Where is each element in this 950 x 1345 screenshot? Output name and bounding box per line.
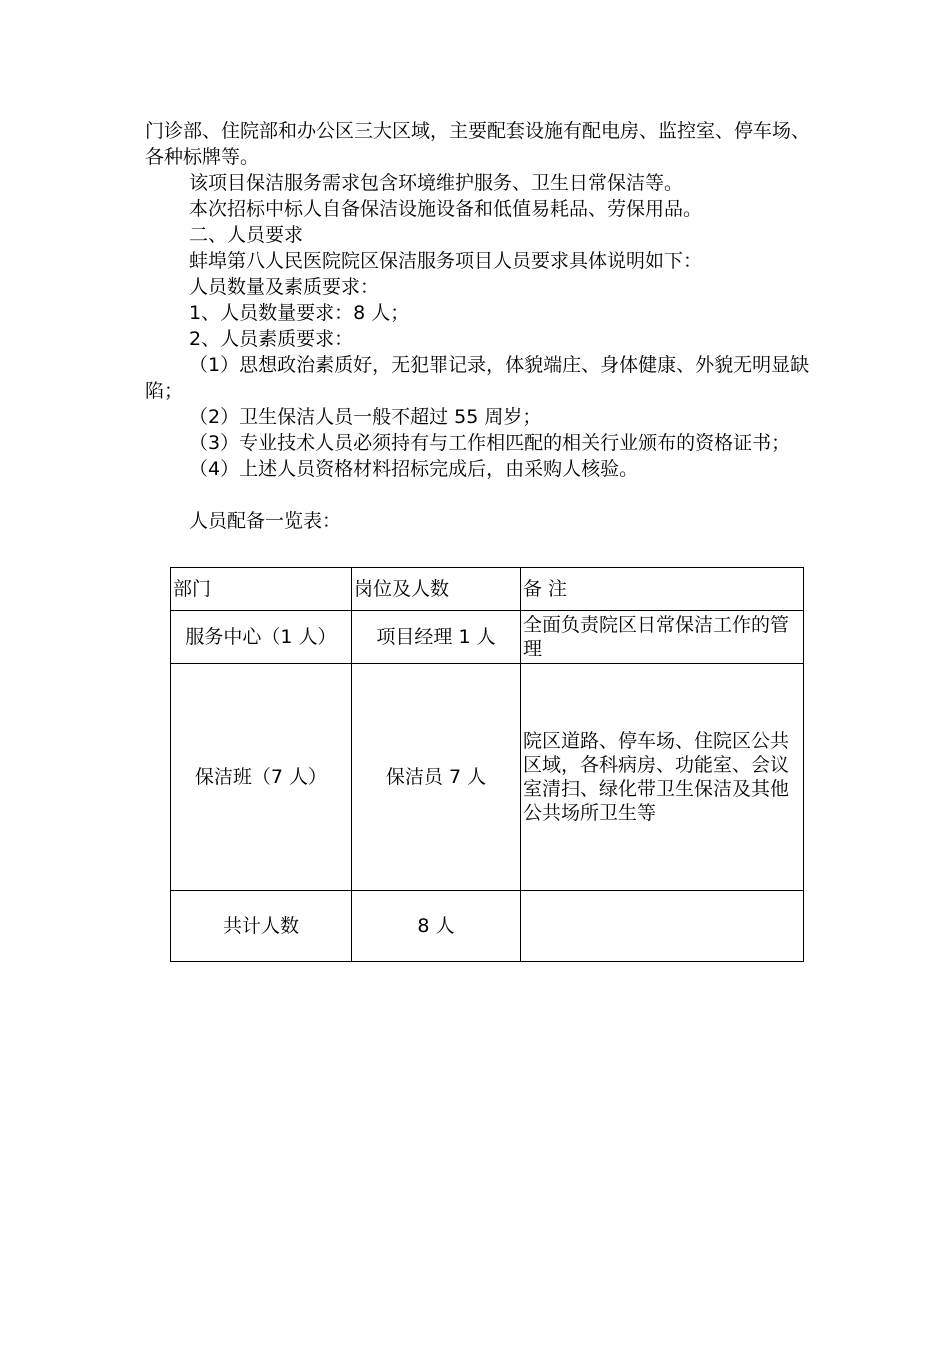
cell-position: 保洁员 7 人 [352, 664, 521, 891]
staffing-table [170, 567, 804, 962]
quality-item-2: （2）卫生保洁人员一般不超过 55 周岁； [189, 406, 542, 428]
cell-total-count: 8 人 [352, 891, 521, 962]
section-heading-staff-requirements: 二、人员要求 [189, 224, 304, 246]
table-total-row [171, 891, 804, 962]
cell-department: 服务中心（1 人） [171, 611, 352, 664]
cell-remarks: 全面负责院区日常保洁工作的管理 [521, 611, 804, 664]
table-caption: 人员配备一览表： [189, 510, 342, 532]
table-header-row [171, 568, 804, 611]
quality-item-4: （4）上述人员资格材料招标完成后，由采购人核验。 [189, 458, 639, 480]
cell-remarks: 院区道路、停车场、住院区公共区域，各科病房、功能室、会议室清扫、绿化带卫生保洁及其他公共场所卫生等 [521, 664, 804, 891]
item-staff-quality: 2、人员素质要求： [189, 328, 354, 350]
spacer [145, 482, 810, 508]
table-row [171, 664, 804, 891]
quality-item-3: （3）专业技术人员必须持有与工作相匹配的相关行业颁布的资格证书； [189, 432, 791, 454]
cell-total-remarks [521, 891, 804, 962]
header-remarks: 备 注 [521, 568, 804, 611]
cell-department: 保洁班（7 人） [171, 664, 352, 891]
table-row [171, 611, 804, 664]
paragraph-facilities: 门诊部、住院部和办公区三大区域，主要配套设施有配电房、监控室、停车场、各种标牌等。 [145, 120, 811, 168]
item-staff-count: 1、人员数量要求：8 人； [189, 302, 410, 324]
quality-item-1: （1）思想政治素质好，无犯罪记录，体貌端庄、身体健康、外貌无明显缺陷； [145, 354, 810, 402]
cell-position: 项目经理 1 人 [352, 611, 521, 664]
paragraph-service-needs: 该项目保洁服务需求包含环境维护服务、卫生日常保洁等。 [189, 172, 684, 194]
document-body [145, 118, 810, 534]
paragraph-supplies: 本次招标中标人自备保洁设施设备和低值易耗品、劳保用品。 [189, 198, 703, 220]
cell-total-label: 共计人数 [171, 891, 352, 962]
header-position: 岗位及人数 [352, 568, 521, 611]
header-department: 部门 [171, 568, 352, 611]
paragraph-quantity-quality: 人员数量及素质要求： [189, 276, 380, 298]
paragraph-staff-intro: 蚌埠第八人民医院院区保洁服务项目人员要求具体说明如下： [189, 250, 703, 272]
